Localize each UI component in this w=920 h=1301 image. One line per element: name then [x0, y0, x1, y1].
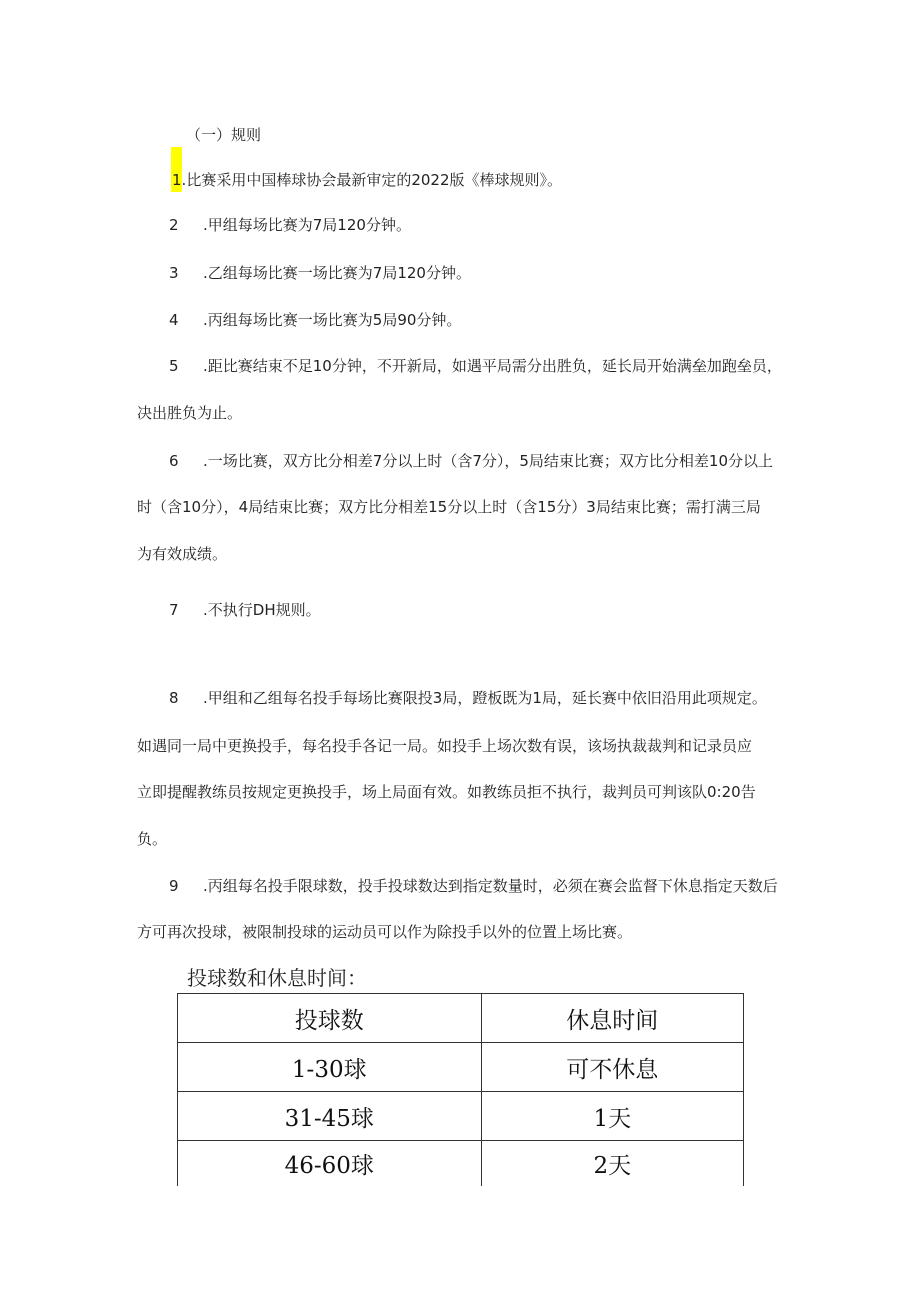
rule-5-line-1 [169, 356, 782, 376]
section-heading: （一）规则 [186, 126, 262, 144]
rule-8-line-1 [169, 688, 767, 708]
rule-8-line-3: 立即提醒教练员按规定更换投手，场上局面有效。如教练员拒不执行，裁判员可判该队0:20告 [137, 783, 756, 801]
cell-pitch-count: 1-30球 [178, 1043, 482, 1092]
header-pitch-count: 投球数 [178, 994, 482, 1043]
rule-8-line-2: 如遇同一局中更换投手，每名投手各记一局。如投手上场次数有误，该场执裁裁判和记录员应 [137, 737, 753, 755]
rule-2-line-1 [169, 215, 411, 235]
pitch-rest-table [177, 993, 744, 1186]
rule-1-line-1 [172, 170, 562, 190]
rule-5-line-2: 决出胜负为止。 [137, 404, 243, 422]
rule-1-text: 比赛采用中国棒球协会最新审定的2022版《棒球规则》。 [186, 171, 562, 189]
cell-pitch-count: 46-60球 [178, 1141, 482, 1187]
rule-2-number: 2 [169, 216, 179, 234]
table-row [178, 1043, 744, 1092]
rule-5-number: 5 [169, 357, 179, 375]
rule-4-number: 4 [169, 311, 179, 329]
rule-6-text-1: .一场比赛，双方比分相差7分以上时（含7分），5局结束比赛；双方比分相差10分以上 [203, 452, 773, 470]
rule-5-text-1: .距比赛结束不足10分钟，不开新局，如遇平局需分出胜负，延长局开始满垒加跑垒员， [203, 357, 782, 375]
rule-9-text-1: .丙组每名投手限球数，投手投球数达到指定数量时，必须在赛会监督下休息指定天数后 [203, 877, 778, 895]
cell-rest-time: 2天 [481, 1141, 743, 1187]
rule-9-number: 9 [169, 877, 179, 895]
table-row [178, 1092, 744, 1141]
cell-pitch-count: 31-45球 [178, 1092, 482, 1141]
rule-4-line-1 [169, 310, 461, 330]
table-caption: 投球数和休息时间： [187, 966, 367, 990]
rule-7-number: 7 [169, 601, 179, 619]
rule-6-line-2: 时（含10分），4局结束比赛；双方比分相差15分以上时（含15分）3局结束比赛；需打满三局 [137, 498, 761, 516]
rule-7-line-1 [169, 600, 321, 620]
rule-4-text: .丙组每场比赛一场比赛为5局90分钟。 [203, 311, 462, 329]
rule-6-number: 6 [169, 452, 179, 470]
rule-3-line-1 [169, 263, 471, 283]
table-header-row [178, 994, 744, 1043]
rule-7-text: .不执行DH规则。 [203, 601, 321, 619]
rule-9-line-1 [169, 876, 778, 896]
cell-rest-time: 1天 [481, 1092, 743, 1141]
rule-8-line-4: 负。 [137, 830, 168, 848]
header-rest-time: 休息时间 [481, 994, 743, 1043]
rule-9-line-2: 方可再次投球，被限制投球的运动员可以作为除投手以外的位置上场比赛。 [137, 923, 633, 941]
rule-6-line-3: 为有效成绩。 [137, 545, 228, 563]
rule-3-text: .乙组每场比赛一场比赛为7局120分钟。 [203, 264, 471, 282]
rule-1-number: 1. [172, 171, 187, 189]
rule-3-number: 3 [169, 264, 179, 282]
table-row [178, 1141, 744, 1187]
rule-8-text-1: .甲组和乙组每名投手每场比赛限投3局，蹬板既为1局，延长赛中依旧沿用此项规定。 [203, 689, 767, 707]
rule-8-number: 8 [169, 689, 179, 707]
cell-rest-time: 可不休息 [481, 1043, 743, 1092]
rule-2-text: .甲组每场比赛为7局120分钟。 [203, 216, 411, 234]
rule-6-line-1 [169, 451, 773, 471]
